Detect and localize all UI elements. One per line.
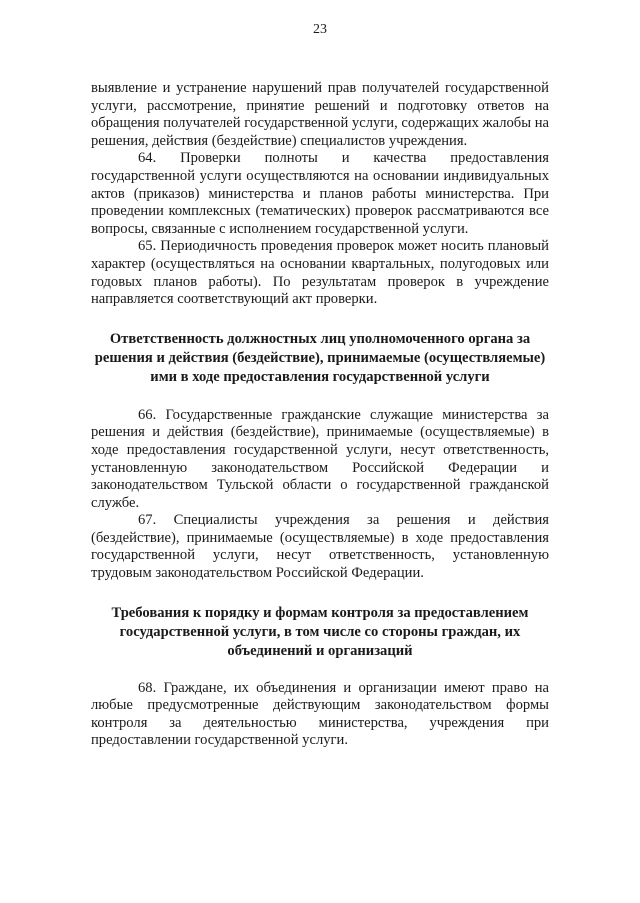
page-number: 23 bbox=[313, 22, 327, 37]
paragraph-65: 65. Периодичность проведения проверок может носить плановый характер (осуществляться на основании квартальных, полугодовых или годовых планов работы). По результатам проверок в учреждение направляется соответствующий акт проверки. bbox=[91, 238, 549, 308]
paragraph-64: 64. Проверки полноты и качества предоставления государственной услуги осуществляются на основании индивидуальных актов (приказов) министерства и планов работы министерства. При проведении комплексных (тематических) проверок рассматриваются все вопросы, связанные с исполнением государственной услуги. bbox=[91, 150, 549, 237]
spacer bbox=[91, 583, 549, 604]
spacer bbox=[91, 309, 549, 330]
spacer bbox=[91, 387, 549, 407]
spacer bbox=[91, 661, 549, 680]
paragraph-66: 66. Государственные гражданские служащие министерства за решения и действия (бездействие), принимаемые (осуществляемые) в ходе предоставления государственной услуги, несут ответственность, установленную законодательством Российской Федерации и законодательством Тульской области о государственной гражданской службе. bbox=[91, 406, 549, 511]
section-heading-responsibility: Ответственность должностных лиц уполномоченного органа за решения и действия (бездействие), принимаемые (осуществляемые) ими в ходе предоставления государственной услуги bbox=[94, 330, 546, 385]
paragraph-68: 68. Граждане, их объединения и организации имеют право на любые предусмотренные действующим законодательством формы контроля за деятельностью министерства, учреждения при предоставлении государственной услуги. bbox=[91, 679, 549, 749]
paragraph-67: 67. Специалисты учреждения за решения и действия (бездействие), принимаемые (осуществляемые) в ходе предоставления государственной услуги, несут ответственность, установленную трудовым законодательством Российской Федерации. bbox=[91, 512, 549, 582]
paragraph-continuation: выявление и устранение нарушений прав получателей государственной услуги, рассмотрение, принятие решений и подготовку ответов на обращения получателей государственной услуги, содержащих жалобы на решения, действия (бездействие) специалистов учреждения. bbox=[91, 80, 549, 149]
section-heading-control-requirements: Требования к порядку и формам контроля за предоставлением государственной услуги, в том числе со стороны граждан, их объединений и организаций bbox=[111, 604, 529, 659]
document-body bbox=[91, 80, 549, 750]
